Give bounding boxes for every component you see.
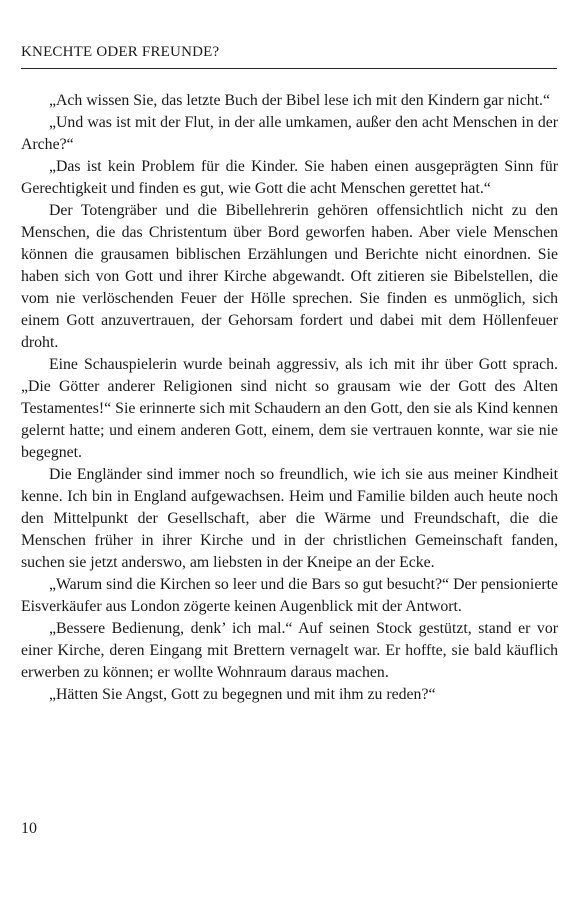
header-title: KNECHTE ODER FREUNDE? <box>21 44 220 60</box>
paragraph: Die Engländer sind immer noch so freundlich, wie ich sie aus meiner Kindheit kenne. Ich bin in England aufgewachsen. Heim und Familie bilden auch heute noch den Mittelpunkt der Gesellschaft, aber die Wärme und Freundschaft, die die Menschen früher in ihrer Kirche und in der christlichen Gemeinschaft fanden, suchen sie jetzt anderswo, am liebsten in der Kneipe an der Ecke. <box>21 466 558 571</box>
paragraph: „Hätten Sie Angst, Gott zu begegnen und mit ihm zu reden?“ <box>49 686 436 703</box>
paragraph: „Das ist kein Problem für die Kinder. Sie haben einen ausgeprägten Sinn für Gerechtigkeit und finden es gut, wie Gott die acht Menschen gerettet hat.“ <box>21 158 558 197</box>
paragraph: Der Totengräber und die Bibellehrerin gehören offensichtlich nicht zu den Menschen, die das Christentum über Bord geworfen haben. Aber viele Menschen können die grausamen biblischen Erzählungen und Berichte nicht einordnen. Sie haben sich von Gott und ihrer Kirche abgewandt. Oft zitieren sie Bibelstellen, die vom nie verlöschenden Feuer der Hölle sprechen. Sie finden es unmöglich, sich einem Gott anzuvertrauen, der Gehorsam fordert und dabei mit dem Höllenfeuer droht. <box>21 202 558 351</box>
paragraph: „Und was ist mit der Flut, in der alle umkamen, außer den acht Menschen in der Arche?“ <box>21 114 558 153</box>
page-number: 10 <box>21 820 37 837</box>
paragraph: „Warum sind die Kirchen so leer und die Bars so gut besucht?“ Der pensionierte Eisverkäufer aus London zögerte keinen Augenblick mit der Antwort. <box>21 576 558 615</box>
paragraph: „Ach wissen Sie, das letzte Buch der Bibel lese ich mit den Kindern gar nicht.“ <box>49 92 550 109</box>
running-header <box>21 44 557 69</box>
paragraph: „Bessere Bedienung, denk’ ich mal.“ Auf seinen Stock gestützt, stand er vor einer Kirche, deren Eingang mit Brettern vernagelt war. Er hoffte, sie bald käuflich erwerben zu können; er wollte Wohnraum daraus machen. <box>21 620 558 681</box>
paragraph: Eine Schauspielerin wurde beinah aggressiv, als ich mit ihr über Gott sprach. „Die Götter anderer Religionen sind nicht so grausam wie der Gott des Alten Testamentes!“ Sie erinnerte sich mit Schaudern an den Gott, den sie als Kind kennen gelernt hatte; und einem anderen Gott, einem, dem sie vertrauen konnte, war sie nie begegnet. <box>21 356 558 461</box>
body-text <box>21 90 558 706</box>
